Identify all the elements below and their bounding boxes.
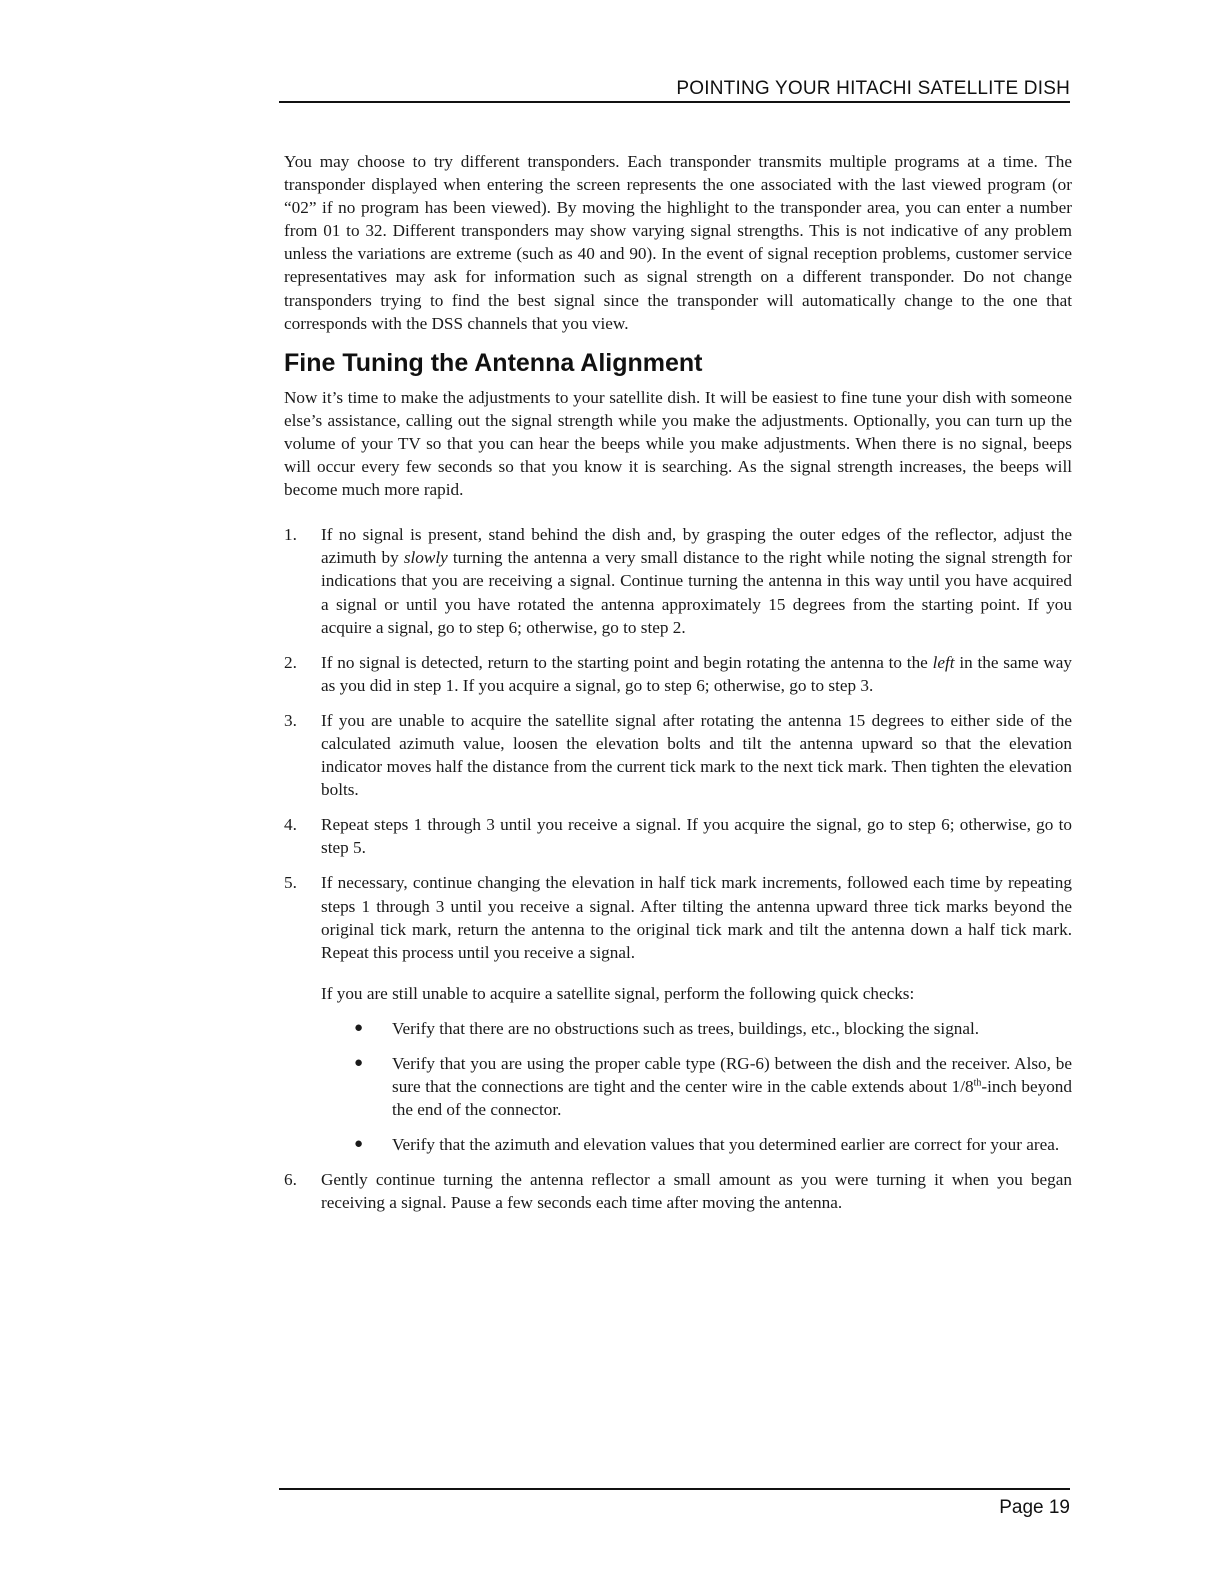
step-item [284,871,1072,963]
list-item [354,1052,1072,1121]
step-item [284,651,1072,697]
step-item [284,1168,1072,1214]
quick-checks-intro: If you are still unable to acquire a satellite signal, perform the following quick checks: [321,983,915,1003]
bullet-icon: ● [354,1019,364,1036]
step-number: 1. [284,525,297,545]
running-header: POINTING YOUR HITACHI SATELLITE DISH [676,78,1070,99]
intro-paragraph: You may choose to try different transponders. Each transponder transmits multiple programs at a time. The transponder displayed when entering the screen represents the one associated with the last viewed program (or “02” if no program has been viewed). By moving the highlight to the transponder area, you can enter a number from 01 to 32. Different transponders may show varying signal strengths. This is not indicative of any problem unless the variations are extreme (such as 40 and 90). In the event of signal reception problems, customer service representatives may ask for information such as signal strength on a different transponder. Do not change transponders trying to find the best signal since the transponder will automatically change to the one that corresponds with the DSS channels that you view. [284,152,1072,333]
list-item [354,1017,1072,1040]
section-body: Now it’s time to make the adjustments to your satellite dish. It will be easiest to fine tune your dish with someone else’s assistance, calling out the signal strength while you make the adjustments. Optionally, you can turn up the volume of your TV so that you can hear the beeps while you make adjustments. When there is no signal, beeps will occur every few seconds so that you know it is searching. As the signal strength increases, the beeps will become much more rapid. [284,387,1072,500]
emphasis-left: left [932,652,955,672]
step-item [284,813,1072,859]
footer-rule [279,1488,1070,1490]
bullet-text: Verify that there are no obstructions such as trees, buildings, etc., blocking the signal. [392,1018,980,1038]
step-number: 2. [284,652,297,672]
step-item [284,709,1072,801]
step-number: 4. [284,815,297,835]
step-text: Gently continue turning the antenna reflector a small amount as you were turning it when you began receiving a signal. Pause a few seconds each time after moving the antenna. [321,1170,1072,1213]
bullet-text: Verify that you are using the proper cable type (RG-6) between the dish and the receiver. Also, be sure that the connections are tight and the center wire in the cable extends about 1/8th-inch beyond the end of the connector. [392,1054,1072,1120]
step-text: If necessary, continue changing the elevation in half tick mark increments, followed each time by repeating steps 1 through 3 until you receive a signal. After tilting the antenna upward three tick marks beyond the original tick mark, return the antenna to the original tick mark and tilt the antenna down a half tick mark. Repeat this process until you receive a signal. [321,873,1072,962]
step-item [284,523,1072,638]
step-text: If no signal is detected, return to the starting point and begin rotating the antenna to the left in the same way as you did in step 1. If you acquire a signal, go to step 6; otherwise, go to step 3. [321,652,1072,695]
step-text: If you are unable to acquire the satellite signal after rotating the antenna 15 degrees to either side of the calculated azimuth value, loosen the elevation bolts and tilt the antenna upward so that the elevation indicator moves half the distance from the current tick mark to the next tick mark. Then tighten the elevation bolts. [321,710,1072,800]
bullet-icon: ● [354,1055,364,1071]
list-item [354,1133,1072,1156]
step-number: 5. [284,873,297,893]
section-heading: Fine Tuning the Antenna Alignment [284,348,703,377]
step-number: 6. [284,1170,297,1190]
bullet-icon: ● [354,1136,364,1153]
quick-checks-list [284,1017,1072,1156]
page-number: Page 19 [999,1497,1070,1518]
emphasis-slowly: slowly [403,548,448,568]
step-text: Repeat steps 1 through 3 until you receive a signal. If you acquire the signal, go to step 6; otherwise, go to step 5. [321,815,1072,858]
bullet-text: Verify that the azimuth and elevation values that you determined earlier are correct for your area. [392,1135,1060,1155]
step-text: If no signal is present, stand behind the dish and, by grasping the outer edges of the reflector, adjust the azimuth by slowly turning the antenna a very small distance to the right while noting the signal strength for indications that you are receiving a signal. Continue turning the antenna in this way until you have acquired a signal or until you have rotated the antenna approximately 15 degrees from the starting point. If you acquire a signal, go to step 6; otherwise, go to step 2. [321,525,1072,637]
page-content [284,150,1072,1227]
header-rule [279,101,1070,103]
step-number: 3. [284,710,297,730]
